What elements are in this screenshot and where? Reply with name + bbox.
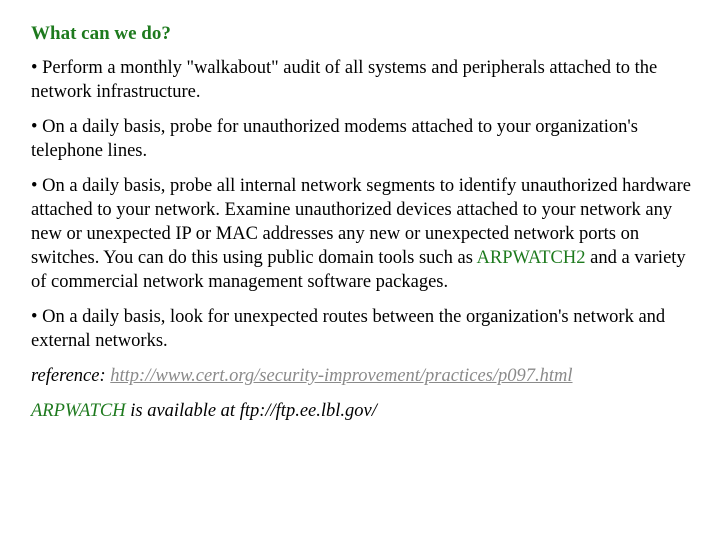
arpwatch2-highlight: ARPWATCH2: [476, 248, 586, 268]
slide-content: [31, 22, 701, 434]
bullet-marker: •: [31, 307, 38, 327]
arpwatch-note-text: is available at ftp://ftp.ee.lbl.gov/: [125, 401, 377, 421]
bullet-text-after: and a variety of commercial network management software packages.: [31, 248, 686, 292]
bullet-item-3: [31, 174, 701, 294]
bullet-marker: •: [31, 117, 38, 137]
bullet-marker: •: [31, 176, 38, 196]
bullet-marker: •: [31, 58, 38, 78]
arpwatch-note: [31, 399, 701, 423]
reference-label: reference:: [31, 366, 111, 386]
bullet-text: Perform a monthly "walkabout" audit of all systems and peripherals attached to the network infrastructure.: [31, 58, 658, 102]
bullet-text-before: On a daily basis, probe all internal network segments to identify unauthorized hardware attached to your network. Examine unauthorized devices attached to your network any new or unexpected IP or MAC addresses any new or unexpected network ports on switches. You can do this using public domain tools such as: [31, 176, 691, 268]
reference-link[interactable]: http://www.cert.org/security-improvement/practices/p097.html: [110, 366, 573, 386]
slide-title: What can we do?: [31, 23, 171, 44]
bullet-item-2: [31, 115, 701, 163]
arpwatch-name: ARPWATCH: [31, 401, 126, 421]
reference-line: [31, 364, 701, 388]
bullet-text: On a daily basis, probe for unauthorized modems attached to your organization's telephone lines.: [31, 117, 638, 161]
bullet-item-4: [31, 305, 701, 353]
bullet-item-1: [31, 56, 701, 104]
bullet-text: On a daily basis, look for unexpected routes between the organization's network and external networks.: [31, 307, 666, 351]
